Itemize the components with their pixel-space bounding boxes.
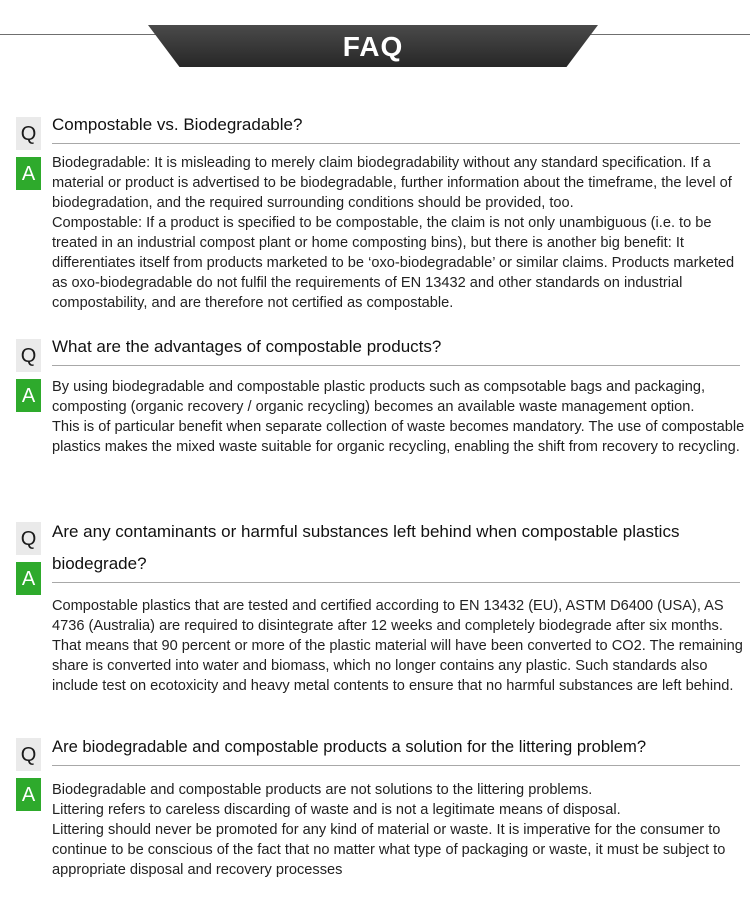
answer-paragraph: By using biodegradable and compostable plastic products such as compsotable bags and packaging, composting (organic recovery / organic recycling) becomes an available waste management option. [52,379,706,415]
answer-paragraph: Littering refers to careless discarding of waste and is not a legitimate means of disposal. [52,802,621,818]
answer-paragraph: Biodegradable and compostable products are not solutions to the littering problems. [52,782,593,798]
question-title: Are any contaminants or harmful substances left behind when compostable plastics biodegrade? [52,516,740,583]
answer-badge: A [16,778,41,811]
question-title: Compostable vs. Biodegradable? [52,109,740,144]
question-title: Are biodegradable and compostable products a solution for the littering problem? [52,731,740,766]
answer-text [52,153,748,313]
question-badge: Q [16,339,41,372]
answer-text [52,377,748,457]
answer-badge: A [16,562,41,595]
answer-paragraph: Compostable plastics that are tested and certified according to EN 13432 (EU), ASTM D6400 (USA), AS 4736 (Australia) are required to disintegrate after 12 weeks and completely biodegrade after six months. That means that 90 percent or more of the plastic material will have been converted to CO2. The remaining share is converted into water and biomass, which no longer contains any plastic. Such standards also include test on ecotoxicity and heavy metal contents to ensure that no harmful substances are left behind. [52,598,743,694]
page-title: FAQ [342,31,404,62]
answer-badge: A [16,379,41,412]
answer-paragraph: This is of particular benefit when separate collection of waste becomes mandatory. The use of compostable plastics makes the mixed waste suitable for organic recycling, enabling the shift from recovery to recycling. [52,419,745,455]
answer-paragraph: Biodegradable: It is misleading to merely claim biodegradability without any standard specification. If a material or product is advertised to be biodegradable, further information about the timeframe, the level of biodegradation, and the required surrounding conditions should be provided, too. [52,155,732,211]
question-badge: Q [16,738,41,771]
answer-paragraph: Littering should never be promoted for any kind of material or waste. It is imperative for the consumer to continue to be conscious of the fact that no matter what type of packaging or waste, it must be subject to appropriate disposal and recovery processes [52,822,726,878]
question-title: What are the advantages of compostable products? [52,331,740,366]
question-badge: Q [16,522,41,555]
answer-paragraph: Compostable: If a product is specified to be compostable, the claim is not only unambiguous (i.e. to be treated in an industrial compost plant or home composting bins), but there is another big benefit: It differentiates itself from products marketed to be ‘oxo-biodegradable’ or similar claims. Products marketed as oxo-biodegradable do not fulfil the requirements of EN 13432 and other standards on industrial compostability, and are therefore not certified as compostable. [52,215,735,311]
answer-text [52,596,748,696]
answer-badge: A [16,157,41,190]
question-badge: Q [16,117,41,150]
answer-text [52,780,748,880]
